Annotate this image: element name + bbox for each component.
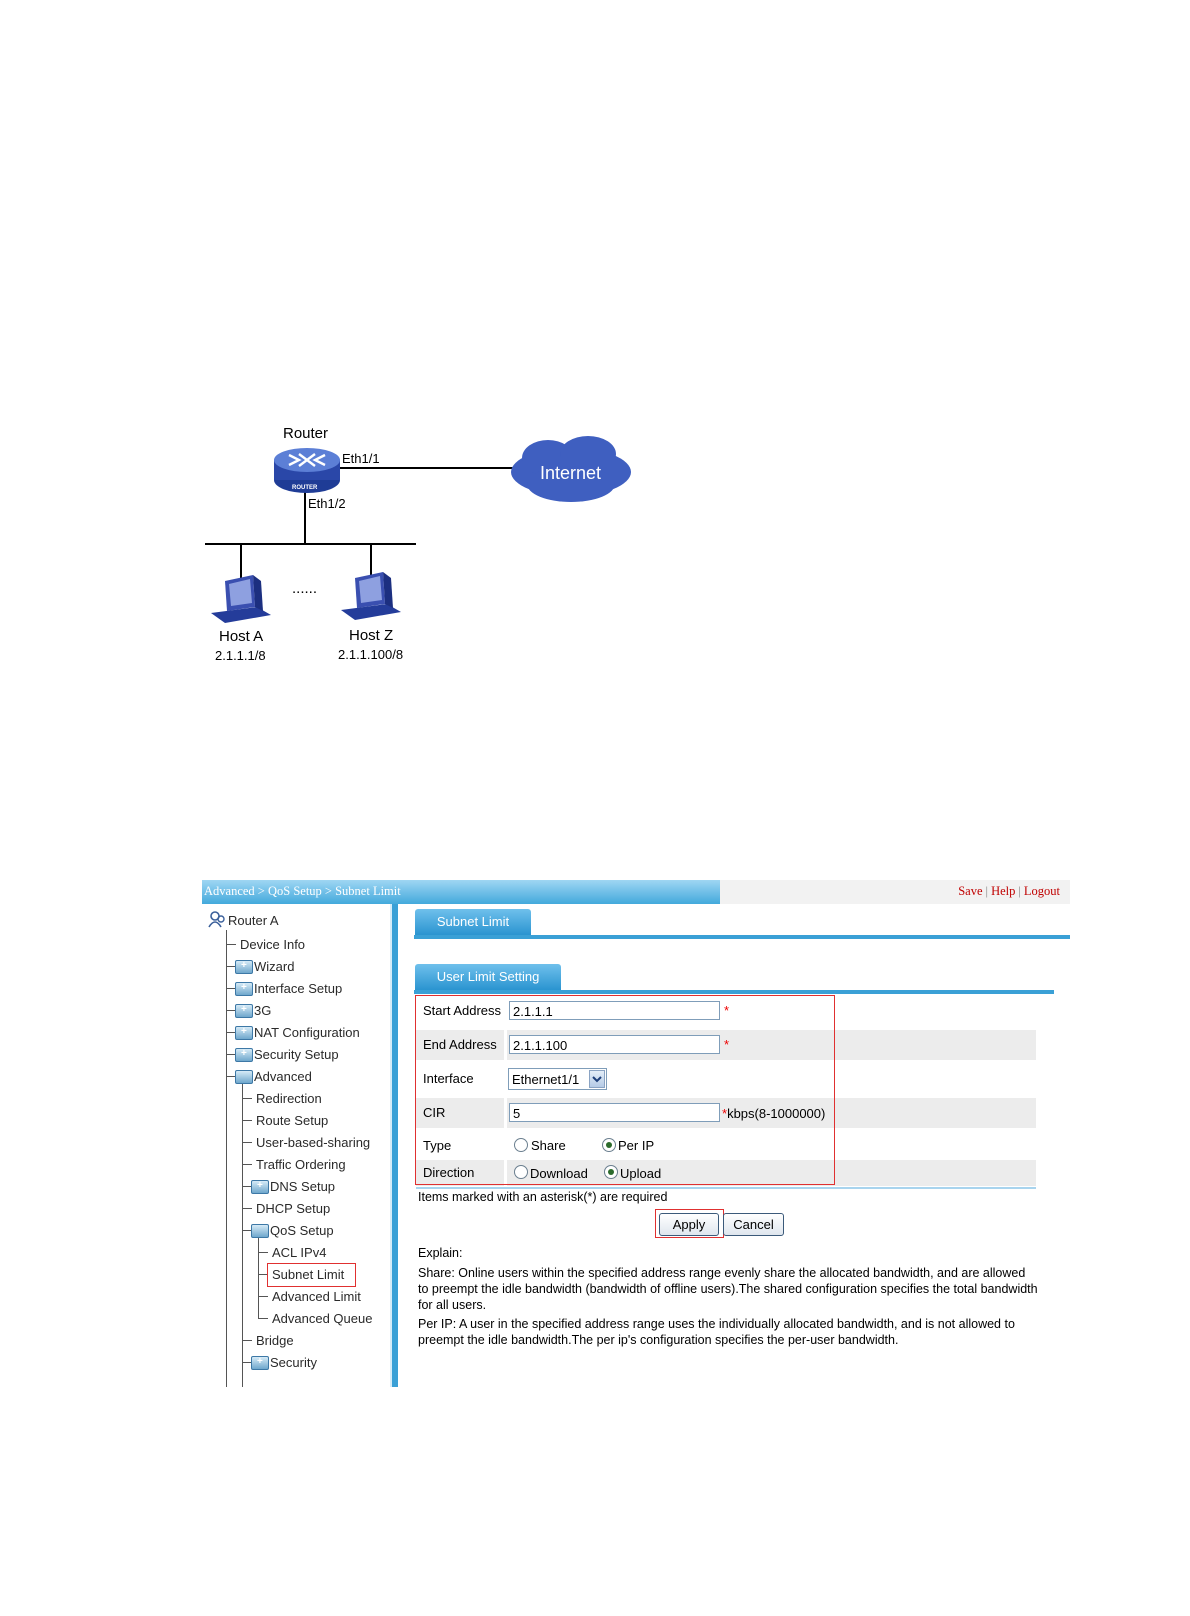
nav-advanced-queue[interactable]: Advanced Queue (272, 1311, 373, 1326)
nav-device-info[interactable]: Device Info (240, 937, 306, 952)
form-divider (416, 1187, 1036, 1189)
nav-subnet-limit[interactable]: Subnet Limit (272, 1267, 345, 1282)
main-panel (414, 904, 1070, 1387)
end-address-input[interactable]: 2.1.1.100 (509, 1035, 720, 1054)
apply-button[interactable]: Apply (659, 1213, 719, 1236)
nav-advanced-limit[interactable]: Advanced Limit (272, 1289, 361, 1304)
breadcrumb (202, 880, 720, 904)
explain-share: Share: Online users within the specified address range evenly share the allocated bandwidth, and are allowed to preempt the idle bandwidth (bandwidth of offline users).The shared configuration specifies the total bandwidth for all users. (418, 1266, 1038, 1312)
direction-label: Direction (423, 1165, 475, 1180)
eth12-label: Eth1/2 (308, 496, 346, 511)
host-a-computer-icon (211, 575, 271, 625)
folder-icon: + (235, 1048, 253, 1062)
breadcrumb-text: Advanced > QoS Setup > Subnet Limit (204, 884, 401, 898)
end-address-label: End Address (423, 1037, 497, 1052)
tab-user-limit-setting[interactable]: User Limit Setting (415, 964, 561, 990)
nav-nat-configuration[interactable]: NAT Configuration (254, 1025, 360, 1040)
interface-select-value: Ethernet1/1 (512, 1072, 580, 1087)
nav-security-setup[interactable]: Security Setup (254, 1047, 339, 1062)
users-icon (208, 911, 226, 929)
web-ui-screenshot (202, 880, 1070, 1387)
explain-perip: Per IP: A user in the specified address range uses the individually allocated bandwidth, and is not allowed to preempt the idle bandwidth.The per ip's configuration specifies the per-user bandwidth. (418, 1317, 1015, 1347)
save-link[interactable]: Save (958, 884, 983, 898)
folder-icon: + (251, 1356, 269, 1370)
cancel-button[interactable]: Cancel (723, 1213, 784, 1236)
tab-subnet-limit[interactable]: Subnet Limit (415, 909, 531, 935)
router-label: Router (283, 425, 329, 442)
start-address-input[interactable]: 2.1.1.1 (509, 1001, 720, 1020)
nav-security[interactable]: Security (270, 1355, 317, 1370)
nav-root-router-a[interactable]: Router A (228, 913, 279, 928)
folder-icon: + (235, 1004, 253, 1018)
nav-bridge[interactable]: Bridge (256, 1333, 294, 1348)
nav-wizard[interactable]: Wizard (254, 959, 295, 974)
required-asterisk: * (724, 1003, 730, 1018)
type-share-label: Share (531, 1138, 566, 1153)
explain-title: Explain: (418, 1246, 463, 1260)
nav-user-based-sharing[interactable]: User-based-sharing (256, 1135, 371, 1150)
router-badge: ROUTER (292, 485, 318, 491)
host-a-label: Host A (219, 628, 264, 645)
host-ellipsis: ...... (292, 580, 318, 597)
nav-splitter[interactable] (390, 904, 398, 1387)
direction-upload-label: Upload (620, 1166, 662, 1181)
interface-label: Interface (423, 1071, 474, 1086)
top-links: Save | Help | Logout (958, 884, 1060, 898)
folder-icon: + (235, 960, 253, 974)
logout-link[interactable]: Logout (1023, 884, 1060, 898)
required-note: Items marked with an asterisk(*) are required (418, 1190, 668, 1204)
top-bar (202, 880, 1070, 904)
nav-dns-setup[interactable]: DNS Setup (270, 1179, 336, 1194)
folder-icon: + (235, 982, 253, 996)
subnet-limit-highlight (267, 1263, 356, 1287)
start-address-label: Start Address (423, 1003, 502, 1018)
nav-acl-ipv4[interactable]: ACL IPv4 (272, 1245, 327, 1260)
folder-icon: + (251, 1180, 269, 1194)
required-asterisk: * (722, 1106, 728, 1121)
type-label: Type (423, 1138, 452, 1153)
internet-label: Internet (540, 463, 602, 483)
eth11-label: Eth1/1 (342, 451, 380, 466)
help-link[interactable]: Help (991, 884, 1016, 898)
form-highlight (415, 995, 835, 1185)
nav-traffic-ordering[interactable]: Traffic Ordering (256, 1157, 346, 1172)
host-z-ip: 2.1.1.100/8 (338, 647, 404, 662)
nav-redirection[interactable]: Redirection (256, 1091, 322, 1106)
tab-underline (414, 935, 1070, 939)
nav-3g[interactable]: 3G (254, 1003, 272, 1018)
cir-unit-text: kbps(8-1000000) (727, 1106, 826, 1121)
nav-dhcp-setup[interactable]: DHCP Setup (256, 1201, 331, 1216)
required-asterisk: * (724, 1037, 730, 1052)
type-perip-label: Per IP (618, 1138, 655, 1153)
folder-icon: + (235, 1026, 253, 1040)
host-z-computer-icon (341, 572, 401, 622)
cir-label: CIR (423, 1105, 446, 1120)
nav-interface-setup[interactable]: Interface Setup (254, 981, 343, 996)
apply-highlight (655, 1209, 724, 1238)
nav-advanced[interactable]: Advanced (254, 1069, 312, 1084)
direction-download-label: Download (530, 1166, 588, 1181)
nav-qos-setup[interactable]: QoS Setup (270, 1223, 334, 1238)
open-folder-icon (251, 1224, 269, 1238)
host-a-ip: 2.1.1.1/8 (215, 648, 266, 663)
nav-route-setup[interactable]: Route Setup (256, 1113, 329, 1128)
subtab-underline (414, 990, 1054, 994)
host-z-label: Host Z (349, 627, 394, 644)
cir-input[interactable]: 5 (509, 1103, 720, 1122)
nav-tree (202, 904, 392, 1387)
open-folder-icon (235, 1070, 253, 1084)
